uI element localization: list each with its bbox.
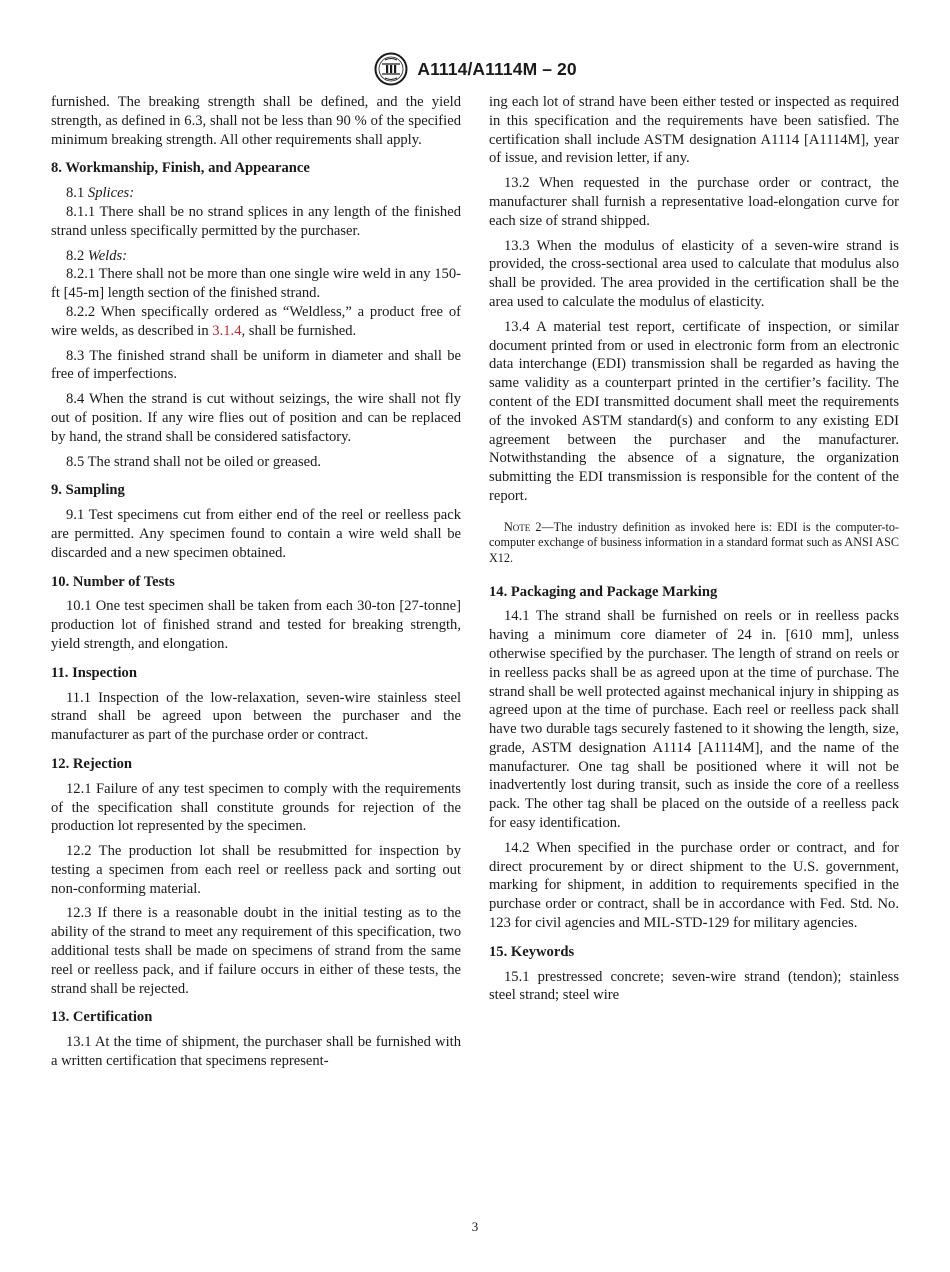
paragraph: 14.1 The strand shall be furnished on reels or in reelless packs having a minimum core diameter of 24 in. [610 mm], unless otherwise specified by the purchaser. The length of strand on reels or in reelless packs shall be as agreed upon at the time of purchase. The strand shall be well protected against mechanical injury in shipping as agreed upon at the time of purchase. Each reel or reelless pack shall have two durable tags securely fastened to it showing the length, size, grade, ASTM designation A1114 [A1114M], and the name of the manufacturer. One tag shall be positioned where it will not be inadvertently lost during transit, such as inside the core of a reelless pack. The other tag shall be placed on the outside of a reelless pack for easy identification.	[489, 608, 899, 832]
left-column	[51, 93, 461, 1077]
paragraph: 10.1 One test specimen shall be taken from each 30-ton [27-tonne] production lot of finished strand and tested for breaking strength, yield strength, and elongation.	[51, 598, 461, 652]
section-heading: 10. Number of Tests	[51, 573, 175, 590]
paragraph: 13.4 A material test report, certificate of inspection, or similar document printed from or used in electronic form from an electronic data interchange (EDI) transmission shall be regarded as having the same validity as a counterpart printed in the certifier’s facility. The content of the EDI transmitted document shall meet the requirements of the invoked ASTM standard(s) and conform to any existing EDI agreement between the purchaser and the manufacturer. Notwithstanding the absence of a signature, the organization submitting the EDI transmission is responsible for the content of the report.	[489, 318, 899, 504]
paragraph: ing each lot of strand have been either tested or inspected as required in this specification and the requirements have been satisfied. The certification shall include ASTM designation A1114 [A1114M], year of issue, and revision letter, if any.	[489, 94, 899, 167]
page-number: 3	[471, 1219, 479, 1234]
subsection-heading: 8.2 Welds:	[66, 247, 128, 264]
section-heading: 12. Rejection	[51, 755, 133, 772]
paragraph: 11.1 Inspection of the low-relaxation, seven-wire stainless steel strand shall be agreed upon between the purchaser and the manufacturer as part of the purchase order or contract.	[51, 689, 461, 744]
section-heading: 9. Sampling	[51, 482, 125, 499]
section-heading: 15. Keywords	[489, 943, 575, 960]
section-heading: 8. Workmanship, Finish, and Appearance	[51, 160, 310, 177]
section-heading: 14. Packaging and Package Marking	[489, 583, 718, 600]
section-heading: 11. Inspection	[51, 664, 137, 681]
paragraph: 13.2 When requested in the purchase order or contract, the manufacturer shall furnish a representative load-elongation curve for each size of strand shipped.	[489, 175, 899, 229]
paragraph: 14.2 When specified in the purchase order or contract, and for direct procurement by or direct shipment to the U.S. government, marking for shipment, in addition to requirements specified in the purchase order or contract, shall be in accordance with Fed. Std. No. 123 for civil agencies and MIL-STD-129 for military agencies.	[489, 839, 899, 932]
section-link[interactable]: 3.1.4	[212, 322, 242, 339]
page-header	[0, 52, 950, 86]
paragraph: 8.3 The finished strand shall be uniform in diameter and shall be free of imperfections.	[51, 347, 461, 383]
paragraph: furnished. The breaking strength shall be defined, and the yield strength, as defined in 6.3, shall not be less than 90 % of the specified minimum breaking strength. All other requirements shall apply.	[51, 94, 461, 148]
paragraph: 12.1 Failure of any test specimen to comply with the requirements of the specification shall constitute grounds for rejection of the production lot represented by the specimen.	[51, 780, 461, 835]
standard-designation: A1114/A1114M – 20	[417, 58, 577, 79]
note: Note 2—The industry definition as invoked here is: EDI is the computer-to-computer exchange of business information in a standard format such as ANSI ASC X12.	[489, 519, 899, 565]
paragraph: 13.3 When the modulus of elasticity of a seven-wire strand is provided, the cross-sectional area used to calculate that modulus also shall be provided. The area provided in the certification shall be the area used to calculate the modulus of elasticity.	[489, 237, 899, 310]
astm-logo-icon	[373, 52, 409, 86]
paragraph: 13.1 At the time of shipment, the purchaser shall be furnished with a written certification that specimens represent-	[51, 1034, 461, 1070]
paragraph: 8.2.2 When specifically ordered as “Weldless,” a product free of wire welds, as described in 3.1.4, shall be furnished.	[51, 303, 461, 339]
paragraph: 12.3 If there is a reasonable doubt in the initial testing as to the ability of the strand to meet any requirement of this specification, two additional tests shall be made on specimens of strand from the same reel or reelless pack, and if failure occurs in either of these tests, the strand shall be rejected.	[51, 905, 461, 997]
paragraph: 15.1 prestressed concrete; seven-wire strand (tendon); stainless steel strand; steel wire	[489, 968, 899, 1004]
subsection-heading: 8.1 Splices:	[66, 185, 135, 202]
paragraph: 8.4 When the strand is cut without seizings, the wire shall not fly out of position. If any wire flies out of position and can be replaced by hand, the strand shall be considered satisfactory.	[51, 391, 461, 445]
paragraph: 12.2 The production lot shall be resubmitted for inspection by testing a specimen from each reel or reelless pack and sorting out non-conforming material.	[51, 843, 461, 897]
paragraph: 8.2.1 There shall not be more than one single wire weld in any 150-ft [45-m] length section of the finished strand.	[51, 266, 461, 302]
paragraph: 8.5 The strand shall not be oiled or greased.	[66, 453, 322, 470]
right-column	[489, 93, 899, 1011]
section-heading: 13. Certification	[51, 1009, 153, 1026]
paragraph: 8.1.1 There shall be no strand splices in any length of the finished strand unless specifically permitted by the purchaser.	[51, 203, 461, 239]
paragraph: 9.1 Test specimens cut from either end of the reel or reelless pack are permitted. Any specimen found to contain a wire weld shall be discarded and a new specimen obtained.	[51, 507, 461, 561]
